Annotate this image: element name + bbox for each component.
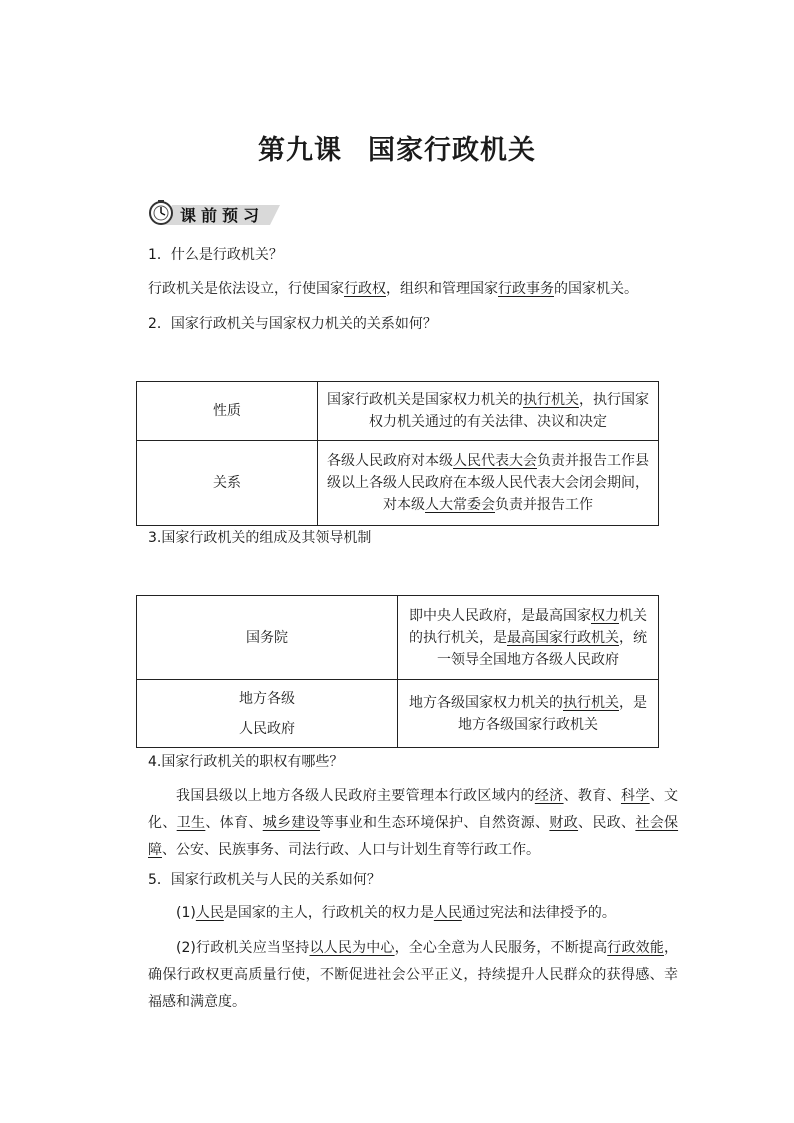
question-3: 3.国家行政机关的组成及其领导机制 (148, 530, 372, 546)
table-row (137, 680, 659, 748)
answer-5-1: (1)人民是国家的主人，行政机关的权力是人民通过宪法和法律授予的。 (176, 905, 616, 921)
table-row (137, 596, 659, 680)
answer-1: 行政机关是依法设立，行使国家行政权，组织和管理国家行政事务的国家机关。 (148, 281, 638, 297)
answer-5-2: (2)行政机关应当坚持以人民为中心，全心全意为人民服务，不断提高行政效能，确保行政权更高质量行使，不断促进社会公平正义，持续提升人民群众的获得感、幸福感和满意度。 (148, 940, 679, 1010)
row-content: 各级人民政府对本级人民代表大会负责并报告工作县级以上各级人民政府在本级人民代表大会闭会期间，对本级人大常委会负责并报告工作 (318, 441, 659, 526)
relation-table (136, 381, 659, 526)
row-content: 地方各级国家权力机关的执行机关，是地方各级国家行政机关 (398, 680, 659, 748)
row-content: 国家行政机关是国家权力机关的执行机关，执行国家权力机关通过的有关法律、决议和决定 (318, 382, 659, 441)
row-label: 国务院 (137, 596, 398, 680)
lesson-title: 国家行政机关 (368, 135, 536, 166)
row-label: 性质 (137, 382, 318, 441)
question-1: 1．什么是行政机关？ (148, 247, 283, 263)
question-4: 4.国家行政机关的职权有哪些？ (148, 754, 344, 770)
table-row (137, 382, 659, 441)
table-row (137, 441, 659, 526)
row-label: 地方各级 人民政府 (137, 680, 398, 748)
question-2: 2．国家行政机关与国家权力机关的关系如何？ (148, 316, 437, 332)
composition-table (136, 595, 659, 748)
question-5: 5．国家行政机关与人民的关系如何？ (148, 872, 381, 888)
banner-label: 课前预习 (180, 206, 265, 225)
row-content: 即中央人民政府，是最高国家权力机关的执行机关，是最高国家行政机关，统一领导全国地方各级人民政府 (398, 596, 659, 680)
section-banner (146, 199, 280, 227)
answer-4: 我国县级以上地方各级人民政府主要管理本行政区域内的经济、教育、科学、文化、卫生、体育、城乡建设等事业和生态环境保护、自然资源、财政、民政、社会保障、公安、民族事务、司法行政、人口与计划生育等行政工作。 (148, 788, 679, 858)
page-title (0, 128, 794, 167)
row-label: 关系 (137, 441, 318, 526)
lesson-number: 第九课 (258, 135, 342, 166)
